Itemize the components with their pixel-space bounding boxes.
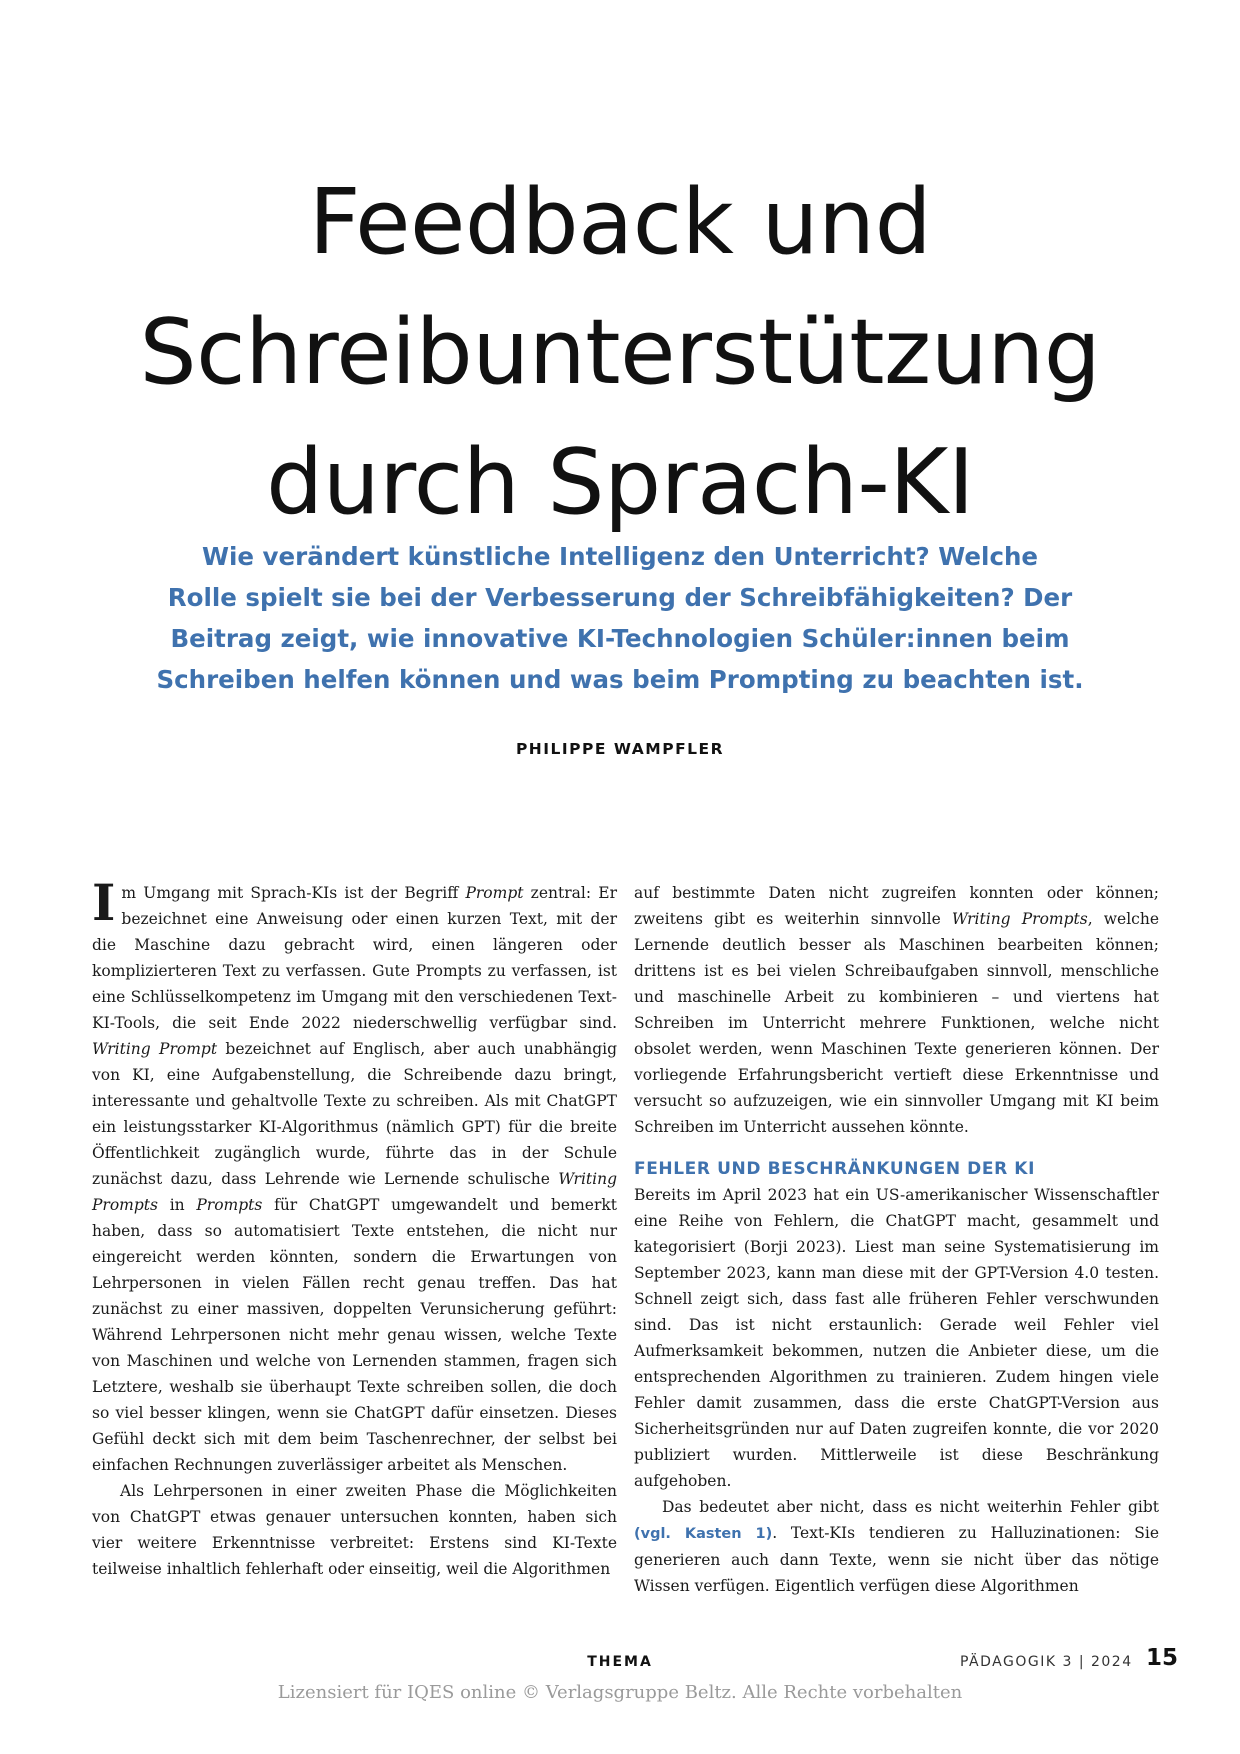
body-paragraph: Bereits im April 2023 hat ein US-amerikanischer Wissenschaftler eine Reihe von Fehlern, die ChatGPT macht, gesammelt und kategorisiert (Borji 2023). Liest man seine Systematisierung im September 2023, kann man diese mit der GPT-Version 4.0 testen. Schnell zeigt sich, dass fast alle früheren Fehler verschwunden sind. Das ist nicht erstaunlich: Gerade weil Fehler viel Aufmerksamkeit bekommen, nutzen die Anbieter diese, um die entsprechenden Algorithmen zu trainieren. Zudem hingen viele Fehler damit zusammen, dass die erste ChatGPT-Version aus Sicherheitsgründen nur auf Daten zugreifen konnte, die vor 2020 publiziert wurden. Mittlerweile ist diese Beschränkung aufgehoben.	[634, 1186, 1159, 1490]
text-run: m Umgang mit Sprach-KIs ist der Begriff	[121, 884, 466, 902]
text-run: bezeichnet auf Englisch, aber auch unabhängig von KI, eine Aufgabenstellung, die Schreibende dazu bringt, interessante und gehaltvolle Texte zu schreiben. Als mit ChatGPT ein leistungsstarker KI-Algorithmus (nämlich GPT) für die breite Öffentlichkeit zugänglich wurde, führte das in der Schule zunächst dazu, dass Lehrende wie Lernende schulische	[92, 1040, 617, 1188]
footer-rubric: THEMA	[587, 1654, 653, 1670]
text-column-right	[634, 880, 1159, 1599]
title-line: durch Sprach-KI	[266, 430, 974, 535]
emphasis-term: Writing Prompt	[92, 1040, 218, 1058]
article-title	[80, 158, 1160, 548]
text-run: für ChatGPT umgewandelt und bemerkt haben, dass so automatisiert Texte entstehen, die nicht nur eingereicht werden könnten, sondern die Erwartungen von Lehrpersonen in vielen Fällen recht genau treffen. Das hat zunächst zu einer massiven, doppelten Verunsicherung geführt: Während Lehrpersonen nicht mehr genau wissen, welche Texte von Maschinen und welche von Lernenden stammen, fragen sich Letztere, weshalb sie überhaupt Texte schreiben sollen, die doch so viel besser klingen, wenn sie ChatGPT dafür einsetzen. Dieses Gefühl deckt sich mit dem beim Taschenrechner, der selbst bei einfachen Rechnungen zuverlässiger arbeitet als Menschen.	[92, 1196, 617, 1474]
text-run: auf bestimmte Daten nicht zugreifen konnten oder können; zweitens gibt es weiterhin sinnvolle	[634, 884, 1159, 928]
text-run: in	[157, 1196, 197, 1214]
drop-cap: I	[92, 873, 116, 932]
emphasis-term: Writing Prompts	[92, 1170, 617, 1214]
body-paragraph: Als Lehrpersonen in einer zweiten Phase die Möglichkeiten von ChatGPT etwas genauer untersuchen konnten, haben sich vier weitere Erkenntnisse verbreitet: Erstens sind KI-Texte teilweise inhaltlich fehlerhaft oder einseitig, weil die Algorithmen	[92, 1482, 617, 1578]
text-run: . Text-KIs tendieren zu Halluzinationen: Sie generieren auch dann Texte, wenn sie nicht über das nötige Wissen verfügen. Eigentlich verfügen diese Algorithmen	[634, 1524, 1159, 1595]
lead-line: Rolle spielt sie bei der Verbesserung der Schreibfähigkeiten? Der	[167, 583, 1073, 612]
emphasis-term: Writing Prompts	[951, 910, 1088, 928]
article-lead	[110, 536, 1130, 700]
box-reference-link[interactable]: (vgl. Kasten 1)	[634, 1526, 773, 1542]
body-paragraph	[634, 1494, 1159, 1599]
section-heading: FEHLER UND BESCHRÄNKUNGEN DER KI	[634, 1159, 1036, 1179]
text-column-left	[92, 873, 617, 1582]
body-paragraph	[92, 873, 617, 1478]
lead-line: Beitrag zeigt, wie innovative KI-Technologien Schüler:innen beim	[170, 624, 1070, 653]
footer-issue: PÄDAGOGIK 3 | 2024	[960, 1654, 1133, 1670]
license-notice: Lizensiert für IQES online © Verlagsgruppe Beltz. Alle Rechte vorbehalten	[277, 1682, 963, 1703]
emphasis-term: Prompts	[196, 1196, 263, 1214]
lead-line: Schreiben helfen können und was beim Prompting zu beachten ist.	[156, 665, 1084, 694]
author-byline: PHILIPPE WAMPFLER	[515, 740, 725, 758]
lead-line: Wie verändert künstliche Intelligenz den Unterricht? Welche	[201, 542, 1039, 571]
text-run: , welche Lernende deutlich besser als Maschinen bearbeiten können; drittens ist es bei vielen Schreibaufgaben sinnvoll, menschliche und maschinelle Arbeit zu kombinieren – und viertens hat Schreiben im Unterricht mehrere Funktionen, welche nicht obsolet werden, wenn Maschinen Texte generieren können. Der vorliegende Erfahrungsbericht vertieft diese Erkenntnisse und versucht so aufzuzeigen, wie ein sinnvoller Umgang mit KI beim Schreiben im Unterricht aussehen könnte.	[634, 910, 1159, 1136]
text-run: Das bedeutet aber nicht, dass es nicht weiterhin Fehler gibt	[662, 1498, 1159, 1516]
emphasis-term: Prompt	[465, 884, 524, 902]
text-run: zentral: Er bezeichnet eine Anweisung oder einen kurzen Text, mit der die Maschine dazu gebracht wird, einen längeren oder komplizierteren Text zu verfassen. Gute Prompts zu verfassen, ist eine Schlüsselkompetenz im Umgang mit den verschiedenen Text-KI-Tools, die seit Ende 2022 niederschwellig verfügbar sind.	[92, 884, 617, 1032]
title-line: Schreibunterstützung	[139, 300, 1101, 405]
page-number: 15	[1146, 1645, 1179, 1671]
title-line: Feedback und	[308, 170, 932, 275]
body-paragraph	[634, 880, 1159, 1140]
